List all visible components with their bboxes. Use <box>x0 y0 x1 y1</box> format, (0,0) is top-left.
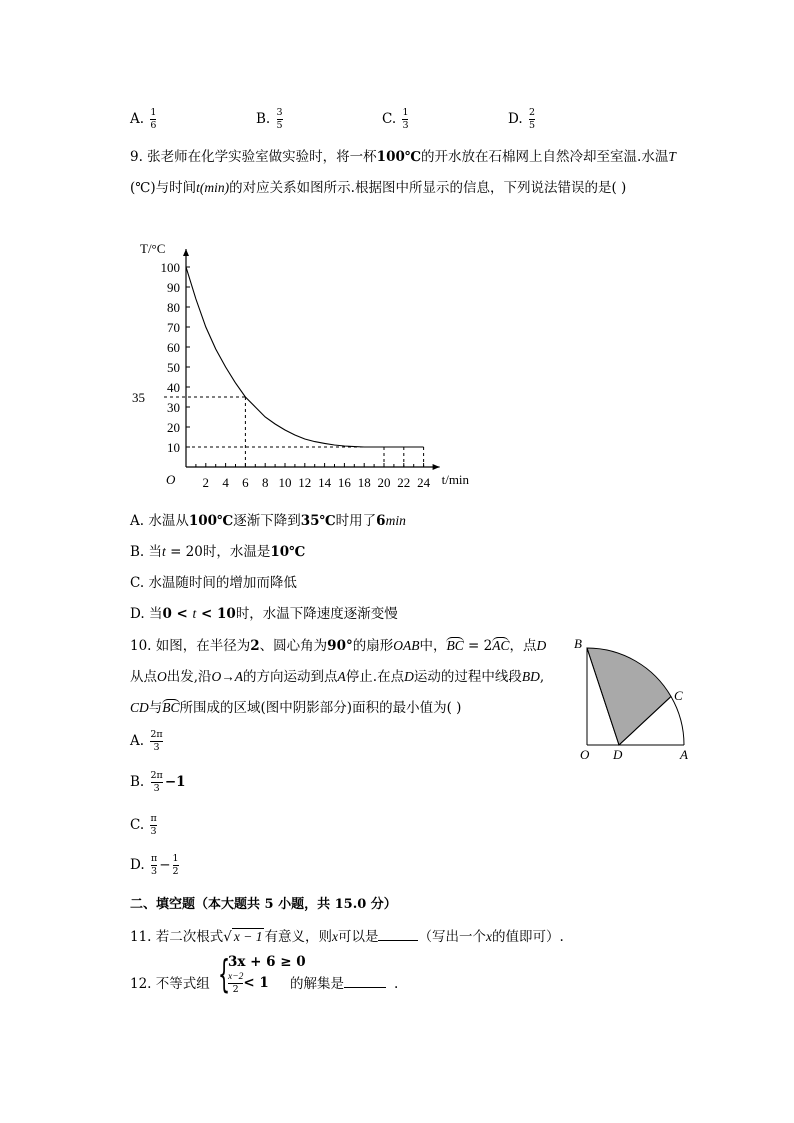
fraction: $\frac{2}{5}$ <box>528 107 535 131</box>
marked-value-label: 35 <box>132 390 145 405</box>
x-tick-label: 4 <box>222 475 229 490</box>
q8-option-d: D. $\frac{2}{5}$ <box>508 107 535 131</box>
x-tick-label: 18 <box>357 475 371 490</box>
fraction: $\frac{1}{3}$ <box>402 107 409 131</box>
label-a: A <box>680 747 688 762</box>
y-tick-label: 90 <box>167 280 180 295</box>
x-tick-label: 6 <box>242 475 249 490</box>
label-d: D <box>613 747 623 762</box>
y-tick-label: 50 <box>167 360 180 375</box>
q9-option-d: D. 当0 < t < 10时，水温下降速度逐渐变慢 <box>130 606 398 622</box>
fraction: $\frac{x-2}{2}$ <box>228 972 244 995</box>
fraction: $\frac{2\pi}{3}$ <box>150 770 163 794</box>
q10-line2: 从点O出发,沿O→A的方向运动到点A停止.在点D运动的过程中线段BD, <box>130 669 545 685</box>
q8-option-a: A. $\frac{1}{6}$ <box>130 107 157 131</box>
temperature-time-chart <box>120 230 500 500</box>
x-tick-label: 24 <box>417 475 431 490</box>
q10-option-a: A. $\frac{2\pi}{3}$ <box>130 729 163 753</box>
fraction: $\frac{2\pi}{3}$ <box>150 729 163 753</box>
fraction: $\frac{\pi}{3}$ <box>150 853 158 877</box>
q10-line3: CD与BC所围成的区域(图中阴影部分)面积的最小值为( ) <box>130 700 462 716</box>
fraction: $\frac{1}{2}$ <box>172 853 179 877</box>
label-c: C <box>674 688 683 703</box>
q9-option-b: B. 当t = 20时，水温是10℃ <box>130 544 306 560</box>
q10-option-c: C. $\frac{\pi}{3}$ <box>130 813 157 837</box>
q9-option-c: C. 水温随时间的增加而降低 <box>130 575 297 591</box>
q9-option-a: A. 水温从100℃逐渐下降到35℃时用了6min <box>130 513 406 529</box>
q11: 11. 若二次根式√ x − 1 有意义，则x可以是 （写出一个x的值即可）. <box>130 929 564 945</box>
origin-label: O <box>166 472 176 487</box>
q8-option-b: B. $\frac{3}{5}$ <box>256 107 283 131</box>
x-axis-label: t/min <box>441 472 470 487</box>
section-title: 二、填空题（本大题共 5 小题，共 15.0 分） <box>130 897 397 912</box>
q9-line2: (℃)与时间t(min)的对应关系如图所示.根据图中所显示的信息，下列说法错误的是( ) <box>130 180 627 196</box>
x-tick-label: 16 <box>337 475 351 490</box>
cooling-curve <box>186 267 424 447</box>
y-tick-label: 70 <box>167 320 180 335</box>
y-tick-label: 60 <box>167 340 180 355</box>
answer-blank[interactable] <box>344 987 386 988</box>
q10-line1: 10. 如图，在半径为2、圆心角为90°的扇形OAB中，BC = 2AC，点D <box>130 638 547 654</box>
x-tick-label: 8 <box>261 475 269 490</box>
q10-option-d: D. $\frac{\pi}{3}$ − $\frac{1}{2}$ <box>130 853 179 877</box>
answer-blank[interactable] <box>378 940 418 941</box>
x-tick-label: 12 <box>298 475 312 490</box>
fraction: $\frac{3}{5}$ <box>276 107 283 131</box>
y-tick-label: 80 <box>167 300 180 315</box>
y-tick-label: 40 <box>167 380 180 395</box>
x-tick-label: 10 <box>278 475 292 490</box>
y-axis-label: T/°C <box>140 241 166 256</box>
x-tick-label: 14 <box>318 475 332 490</box>
y-tick-label: 10 <box>167 440 180 455</box>
y-tick-label: 100 <box>160 260 180 275</box>
fraction: $\frac{\pi}{3}$ <box>150 813 157 837</box>
x-tick-label: 22 <box>397 475 411 490</box>
q8-option-c: C. $\frac{1}{3}$ <box>382 107 409 131</box>
arc-ca <box>671 697 684 746</box>
fraction: $\frac{1}{6}$ <box>150 107 157 131</box>
y-tick-label: 20 <box>167 420 180 435</box>
label-b: B <box>574 636 582 651</box>
q9-line1: 9. 张老师在化学实验室做实验时，将一杯100℃的开水放在石棉网上自然冷却至室温.水温T <box>130 149 676 165</box>
y-tick-label: 30 <box>167 400 180 415</box>
x-axis-arrow <box>433 464 440 470</box>
x-tick-label: 20 <box>377 475 391 490</box>
label-o: O <box>580 747 590 762</box>
q10-option-b: B. $\frac{2\pi}{3}$ −1 <box>130 770 186 794</box>
shaded-region <box>587 648 671 745</box>
x-tick-label: 2 <box>202 475 210 490</box>
y-axis-arrow <box>183 249 189 256</box>
sector-figure <box>572 630 702 765</box>
